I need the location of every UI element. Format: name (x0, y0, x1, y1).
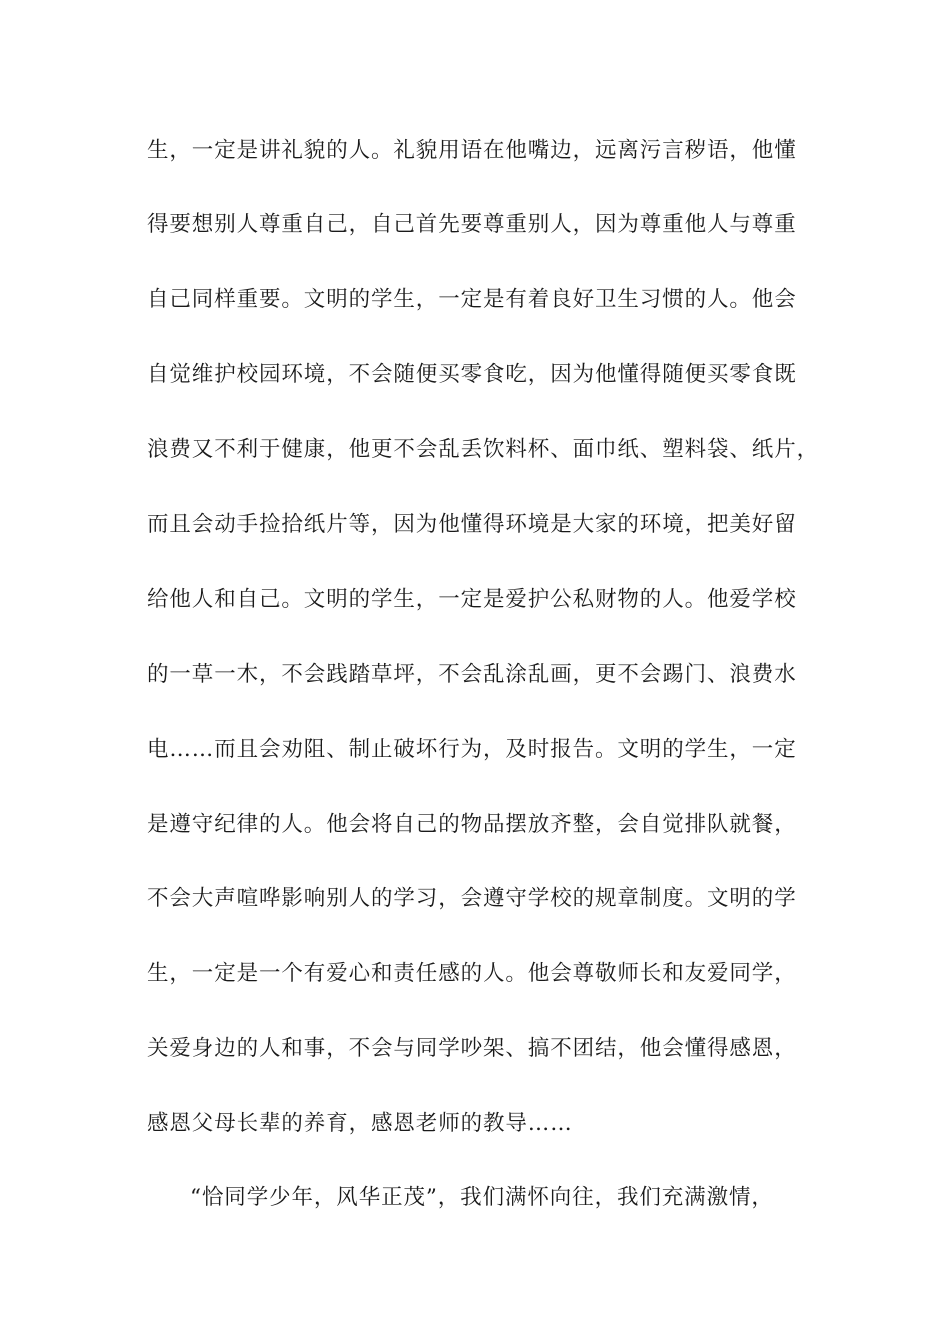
text-line: 感恩父母长辈的养育，感恩老师的教导…… (147, 1111, 573, 1136)
text-line: 的一草一木，不会践踏草坪，不会乱涂乱画，更不会踢门、浪费水 (147, 662, 797, 687)
text-line: 生，一定是一个有爱心和责任感的人。他会尊敬师长和友爱同学， (147, 961, 797, 986)
text-line: 生，一定是讲礼貌的人。礼貌用语在他嘴边，远离污言秽语，他懂 (147, 138, 797, 163)
text-line: 而且会动手捡拾纸片等，因为他懂得环境是大家的环境，把美好留 (147, 512, 797, 537)
text-line: 电……而且会劝阻、制止破坏行为，及时报告。文明的学生，一定 (147, 737, 797, 762)
text-line: 不会大声喧哗影响别人的学习，会遵守学校的规章制度。文明的学 (147, 886, 797, 911)
paragraph-first-line: “恰同学少年，风华正茂”，我们满怀向往，我们充满激情， (190, 1185, 774, 1210)
text-line: 给他人和自己。文明的学生，一定是爱护公私财物的人。他爱学校 (147, 587, 797, 612)
text-line: 得要想别人尊重自己，自己首先要尊重别人，因为尊重他人与尊重 (147, 212, 797, 237)
text-line: 是遵守纪律的人。他会将自己的物品摆放齐整，会自觉排队就餐， (147, 812, 797, 837)
text-line: 自觉维护校园环境，不会随便买零食吃，因为他懂得随便买零食既 (147, 362, 797, 387)
text-line: 浪费又不利于健康，他更不会乱丢饮料杯、面巾纸、塑料袋、纸片， (147, 437, 820, 462)
text-line: 自己同样重要。文明的学生，一定是有着良好卫生习惯的人。他会 (147, 287, 797, 312)
text-line: 关爱身边的人和事，不会与同学吵架、搞不团结，他会懂得感恩， (147, 1036, 797, 1061)
